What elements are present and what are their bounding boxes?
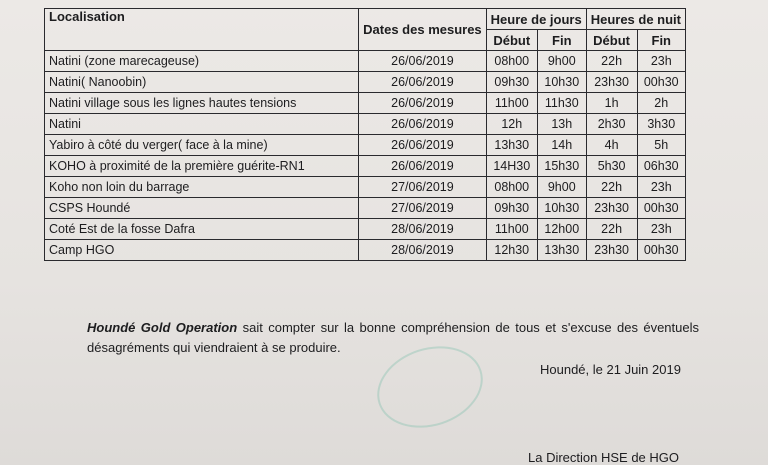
cell-place: Camp HGO (45, 240, 359, 261)
cell-night-start: 5h30 (586, 156, 637, 177)
cell-day-start: 14H30 (486, 156, 537, 177)
cell-night-start: 2h30 (586, 114, 637, 135)
cell-day-end: 10h30 (537, 72, 586, 93)
cell-day-start: 09h30 (486, 198, 537, 219)
table-row (45, 198, 686, 219)
cell-day-start: 09h30 (486, 72, 537, 93)
cell-day-start: 13h30 (486, 135, 537, 156)
cell-date: 26/06/2019 (359, 72, 487, 93)
header-dates: Dates des mesures (359, 9, 487, 51)
cell-date: 26/06/2019 (359, 156, 487, 177)
cell-night-start: 22h (586, 177, 637, 198)
cell-day-start: 08h00 (486, 51, 537, 72)
cell-date: 27/06/2019 (359, 177, 487, 198)
closing-note (87, 318, 699, 358)
cell-place: Natini (zone marecageuse) (45, 51, 359, 72)
cell-night-start: 1h (586, 93, 637, 114)
cell-night-end: 3h30 (637, 114, 686, 135)
header-night-end: Fin (637, 30, 686, 51)
cell-night-start: 22h (586, 51, 637, 72)
cell-night-end: 00h30 (637, 198, 686, 219)
table-row (45, 114, 686, 135)
cell-day-start: 11h00 (486, 93, 537, 114)
cell-night-end: 23h (637, 51, 686, 72)
cell-night-start: 23h30 (586, 198, 637, 219)
header-night-start: Début (586, 30, 637, 51)
cell-day-end: 12h00 (537, 219, 586, 240)
cell-night-end: 06h30 (637, 156, 686, 177)
cell-night-start: 22h (586, 219, 637, 240)
signature-line: La Direction HSE de HGO (528, 450, 680, 465)
cell-night-start: 4h (586, 135, 637, 156)
note-text: sait compter sur la bonne compréhension de tous et s'excuse des éventuels désagréments qui viendraient à se produire. (87, 320, 700, 355)
cell-day-end: 9h00 (537, 177, 586, 198)
table-row (45, 177, 686, 198)
table-row (45, 72, 686, 93)
cell-date: 26/06/2019 (359, 135, 487, 156)
place-and-date: Houndé, le 21 Juin 2019 (540, 362, 681, 377)
cell-night-end: 00h30 (637, 72, 686, 93)
header-night-hours: Heures de nuit (586, 9, 685, 30)
cell-day-end: 14h (537, 135, 586, 156)
header-day-hours: Heure de jours (486, 9, 586, 30)
table-row (45, 240, 686, 261)
cell-place: KOHO à proximité de la première guérite-RN1 (45, 156, 359, 177)
cell-day-start: 12h (486, 114, 537, 135)
cell-place: Yabiro à côté du verger( face à la mine) (45, 135, 359, 156)
cell-night-end: 23h (637, 177, 686, 198)
cell-date: 26/06/2019 (359, 114, 487, 135)
cell-date: 27/06/2019 (359, 198, 487, 219)
cell-place: Koho non loin du barrage (45, 177, 359, 198)
header-day-start: Début (486, 30, 537, 51)
cell-night-end: 23h (637, 219, 686, 240)
table-row (45, 51, 686, 72)
cell-place: Natini village sous les lignes hautes tensions (45, 93, 359, 114)
cell-place: Natini (45, 114, 359, 135)
cell-day-end: 15h30 (537, 156, 586, 177)
cell-place: CSPS Houndé (45, 198, 359, 219)
cell-date: 28/06/2019 (359, 219, 487, 240)
table-row (45, 219, 686, 240)
header-day-end: Fin (537, 30, 586, 51)
table-row (45, 135, 686, 156)
cell-night-end: 2h (637, 93, 686, 114)
cell-night-start: 23h30 (586, 72, 637, 93)
cell-night-start: 23h30 (586, 240, 637, 261)
cell-day-end: 13h (537, 114, 586, 135)
table-row (45, 156, 686, 177)
cell-day-end: 10h30 (537, 198, 586, 219)
header-location: Localisation (45, 9, 359, 51)
cell-place: Natini( Nanoobin) (45, 72, 359, 93)
cell-day-start: 12h30 (486, 240, 537, 261)
cell-day-end: 9h00 (537, 51, 586, 72)
cell-day-start: 11h00 (486, 219, 537, 240)
cell-night-end: 00h30 (637, 240, 686, 261)
cell-day-end: 11h30 (537, 93, 586, 114)
cell-place: Coté Est de la fosse Dafra (45, 219, 359, 240)
cell-day-start: 08h00 (486, 177, 537, 198)
cell-date: 26/06/2019 (359, 93, 487, 114)
header-row (45, 9, 686, 30)
cell-date: 28/06/2019 (359, 240, 487, 261)
measurement-schedule-table (44, 8, 686, 261)
company-name: Houndé Gold Operation (87, 320, 238, 335)
cell-day-end: 13h30 (537, 240, 586, 261)
cell-date: 26/06/2019 (359, 51, 487, 72)
cell-night-end: 5h (637, 135, 686, 156)
table-row (45, 93, 686, 114)
